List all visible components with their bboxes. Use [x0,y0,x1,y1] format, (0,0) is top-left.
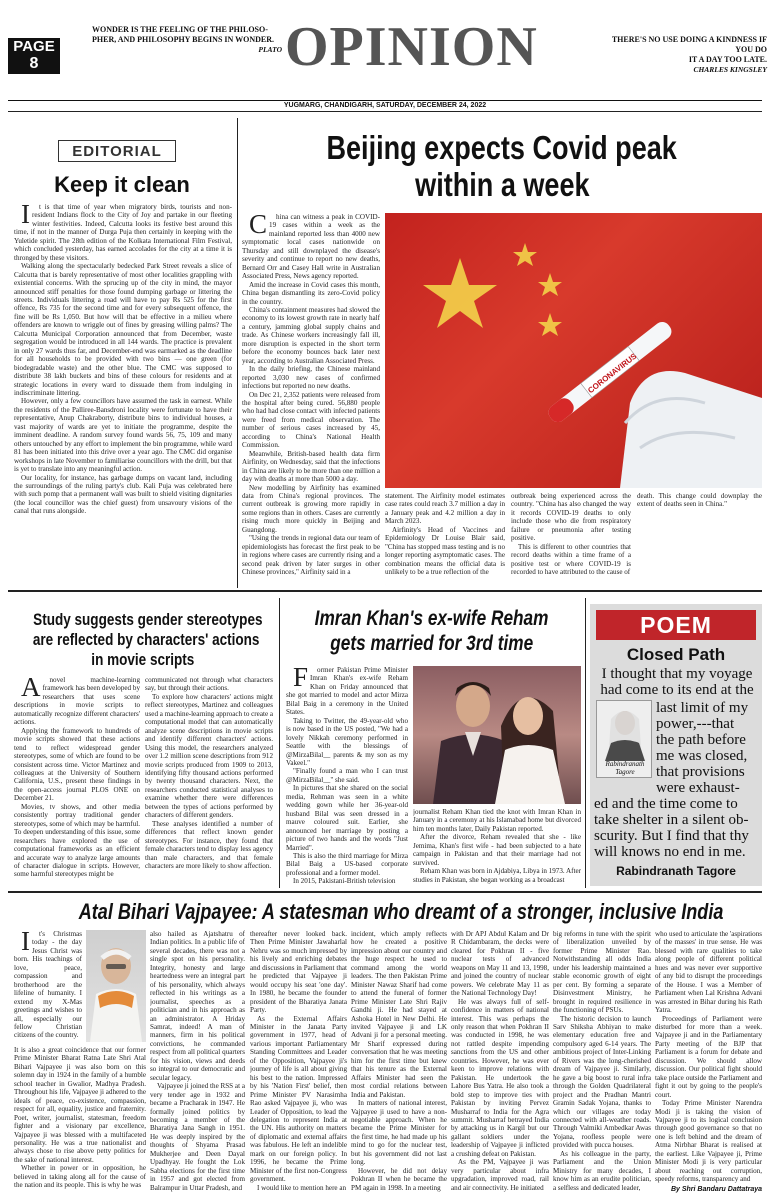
quote-left-line-1: WONDER IS THE FEELING OF THE PHILOSO- [92,25,268,34]
quote-left [92,25,282,55]
imran-headline-line-1: Imran Khan's ex-wife Reham [315,607,549,630]
editorial-label [58,140,176,162]
quote-right-line-1: THERE'S NO USE DOING A KINDNESS IF YOU DO [611,35,767,54]
vajpayee-paragraph: As the External Affairs Minister in the Janata Party government in 1977, head of various important Parliamentary Standing Committees and Leader of the Opposition, Vajpayee ji's journey of life is all about giving his best to the nation. Impressed by his 'Nation First' belief, then Prime Minister PV Narasimha Rao asked Vajpayee ji, who was Leader of Opposition, to lead the delegation to represent India at the UN. His authority on matters of diplomatic and external affairs was fabulous. He left an indelible mark on our foreign policy. In 1996, he became the Prime Minister of the first non-Congress government. [250,1014,347,1184]
covid-paragraph: In the daily briefing, the Chinese mainland reported 3,030 new cases of confirmed infections but reported no new deaths. [242,365,380,391]
gender-body-col-2 [145,676,273,884]
poem-title: Closed Path [626,645,726,664]
imran-paragraph: In pictures that she shared on the social media, Rehman was seen in a white wedding gown while her 36-year-old husband Bilal was seen dressed in a mauve coloured suit. Earlier, she announced her marriage by posting a picture of two hands and the words "Just Married". [286,784,408,852]
vajpayee-headline [8,899,762,925]
quote-right-line-2: IT A DAY TOO LATE. [688,55,767,64]
vajpayee-body-col-1-bottom [14,1046,146,1194]
poem-lines-bottom [594,796,760,860]
vajpayee-paragraph-cont: with Dr APJ Abdul Kalam and Dr R Chidambaram, the decks were cleared for Pokhran II - five nuclear tests of advanced weapons on May 11 and 13, 1998, and joined the country of nuclear powers. We celebrate May 11 as the National Technology Day! [451,930,549,998]
imran-paragraph: This is also the third marriage for Mirza Bilal Baig a US-based corporate professional and a former model. [286,851,408,877]
covid-headline [242,129,762,203]
poem-line: had come to its end at the [600,682,754,698]
gender-paragraph-cont: communicated not through what characters say, but through their actions. [145,676,273,693]
imran-paragraph-cont: journalist Reham Khan tied the knot with Imran Khan in January in a ceremony at his Islamabad home but divorced him ten months later, Daily Pakistan reported. [413,808,581,833]
editorial-divider [237,118,238,588]
editorial-body [14,203,232,583]
gender-divider [279,598,280,888]
vajpayee-paragraph: Today Prime Minister Narendra Modi ji is taking the vision of Vajpayee ji to its logical conclusion through good governance so that no one is left behind and the dream of Atma Nirbhar Bharat is realised at the earliest. Like Vajpayee ji, Prime Minister Modi ji is very particular about reaching out corruption, speedy reforms, transparency and [655,1099,762,1184]
vajpayee-body-col-5 [451,930,549,1194]
vajpayee-paragraph-cont: big reforms in tune with the spirit of liberalization unveiled by former Prime Minister Rao. Notwithstanding all odds India under his leadership maintained a stable economic growth of eight per cent. By forming a separate Disinvestment Ministry, he brought in required resilience in the functioning of PSUs. [553,930,651,1015]
editorial-paragraph: However, only a few councillors have assumed the task in earnest. While the residents of the Palliree-Bansdroni locality were fortunate to have their representative, Anup Chakraborty, distribute bins to individual houses, a vast majority of wards are yet to initiate the programme, despite the imminent deadline. A random survey found wards 56, 75, 109 and many others untouched by any effort to implement the bin programme, while ward 81 has been initiated into this drive over a year ago. The CMC did organise workshops in late November to familiarise councillors with the drill, but that is yet to translate into any meaningful action. [14,397,232,474]
gender-paragraph: Anovel machine-learning framework has been developed by researchers that uses scene descriptions in movie scripts to automatically recognize different characters' actions. [14,676,140,727]
poem-lines-side [656,700,760,796]
poem-box [590,604,762,886]
quote-right [595,35,767,75]
covid-paragraph: New modelling by Airfinity has examined data from China's regional provinces. The current outbreak is growing more rapidly in some regions than in others. Cases are currently rising much more quickly in Beijing and Guangdong. [242,483,380,534]
gender-paragraph: These analyses identified a number of differences that reflect known gender stereotypes. For instance, they found that female characters tend to display less agency than male characters, and that female characters are more likely to show affection. [145,819,273,870]
poem-line: last limit of my [656,700,749,716]
vajpayee-paragraph: I would like to mention here an [257,1183,347,1192]
poem-line: that provisions [656,764,745,780]
poem-line: me was closed, [656,748,748,764]
covid-paragraph-cont: outbreak being experienced across the country. "China has also changed the way it records COVID-19 deaths to only include those who die from respiratory failure or pneumonia after testing positive. [511,492,631,543]
imran-headline [282,606,582,656]
covid-paragraph: China's containment measures had slowed the economy to its lowest growth rate in nearly half a century, jamming global supply chains and trade. As Chinese workers increasingly fall ill, more disruption is expected in the short term before the economy bounces back later next year, according to Australian Associated Press. [242,305,380,365]
poem-author: Rabindranath Tagore [616,864,736,878]
poem-label [596,610,756,640]
covid-paragraph: This is different to other countries that record deaths within a time frame of a positive test or where COVID-19 is recorded to have attributed to the cause of [511,542,631,577]
vajpayee-paragraph: In matters of national interest, Vajpayee ji used to have a non-negotiable approach. When he became the Prime Minister for the first time, he had made up his mind to go for the nuclear test, but his government did not last long. [351,1099,447,1167]
imran-body-col-2 [413,808,581,888]
vajpayee-paragraph: Whether in power or in opposition, he believed in taking along all for the cause of the nation and its people. This is why he was [14,1164,146,1190]
vajpayee-paragraph-cont: also hailed as Ajatshatru of Indian politics. In a public life of several decades, there was not a single spot on his personality. Integrity, honesty and large heartedness were an integral part of his personality, which always reflected in his writings as a journalist, speeches as a politician and in his approach as an administrator. A Hriday Samrat, indeed! A man of manners, firm in his political convictions, he commanded respect from all political quarters for his vision, views and deeds so integral to our democratic and secular legacy. [150,930,245,1082]
vajpayee-body-col-4 [351,930,447,1194]
page-number: 8 [29,55,39,72]
poet-portrait-svg [597,701,652,761]
gender-headline [8,610,278,670]
covid-body-col-4 [637,492,762,583]
masthead [0,0,770,108]
poem-line: take shelter in a silent ob- [594,812,749,828]
woman-figure-icon [495,697,565,804]
imran-headline-line-2: gets married for 3rd time [330,632,534,655]
vajpayee-paragraph: Vajpayee ji joined the RSS at a very tender age in 1932 and became a Pracharak in 1947. He formally joined politics by becoming a member of the Bharatiya Jana Sangh in 1951. He was deeply inspired by the thoughts of Shyama Prasad Mukherjee and Deen Dayal Upadhyay. He fought the Lok Sabha elections for the first time in 1957 and got elected from Balrampur in Uttar Pradesh, and [150,1082,245,1192]
vajpayee-paragraph: As the PM, Vajpayee ji was very particular about infra upgradation, improved road, rail and air connectivity. He initiated [451,1158,549,1192]
gender-headline-line-1: Study suggests gender stereotypes [33,611,263,629]
gender-paragraph: To explore how characters' actions might reflect stereotypes, Martinez and colleagues used a machine-learning approach to create a computational model that can automatically analyze scene descriptions in movie scripts and identify different characters' actions. Using this model, the researchers analyzed over 1.2 million scene descriptions from 912 movie scripts produced from 1909 to 2013, identifying fifty thousand actions performed by twenty thousand characters. Next, the researchers conducted statistical analyses to examine whether there were differences between the types of actions performed by characters of different genders. [145,692,273,820]
vajpayee-paragraph: However, he did not delay Pokhran II when he became the PM again in 1998. In a meeting [351,1166,447,1192]
imran-body-col-1 [286,666,408,888]
covid-headline-line-2: within a week [414,166,590,203]
section-divider-1 [8,590,762,592]
gender-paragraph: Applying the framework to hundreds of movie scripts showed that these actions tend to reflect widespread gender stereotypes, some of which are found to be consistent across time. Victor Martinez and colleagues at the University of Southern California, U.S., present these findings in the open-access journal PLOS ONE on December 21. [14,726,140,803]
covid-body-col-1 [242,213,380,583]
poem-lines-top [594,666,760,698]
imran-paragraph: In 2015, Pakistani-British television [293,877,396,886]
covid-photo [385,213,762,488]
imran-paragraph: After the divorce, Reham revealed that she - like Jemima, Khan's first wife - had been subjected to a hate campaign in Pakistan and that their marriage had not survived. [413,833,581,867]
vajpayee-byline: By Shri Bandaru Dattatraya [670,1186,762,1193]
vajpayee-paragraph: It's Christmas today - the day Jesus Christ was born. His teachings of love, peace, compassion and brotherhood are the lifeline of humanity. I extend my X-Mas greetings and wishes to all, especially our fellow Christian citizens of the country. [14,930,82,1040]
covid-paragraph: Airfinity's Head of Vaccines and Epidemiology Dr Louise Blair said, "China has stopped mass testing and is no longer reporting asymptomatic cases. The combination means the official data is unlikely to be a true reflection of the [385,525,505,577]
dateline-underline [8,111,762,112]
covid-paragraph-cont: statement. The Airfinity model estimates case rates could reach 3.7 million a day in a January peak and 4.2 million a day in March 2023. [385,492,505,526]
imran-paragraph: Taking to Twitter, the 49-year-old who is now based in the US posted, "We had a lovely Nikkah ceremony performed in Seattle with the blessings of @MirzaBilal__ parents & my son as my Vakeel." [286,716,408,767]
dateline-bar [8,100,762,110]
section-divider-2 [8,891,762,893]
covid-paragraph: On Dec 21, 2,352 patients were released from the hospital after being cured. 56,880 people who had had close contact with infected patients were freed from medical observation. The number of serious cases increased by 45, according to China's National Health Commission. [242,390,380,450]
vajpayee-paragraph: Proceedings of Parliament were disturbed for more than a week. Vajpayee ji and in the Parliamentary Party meeting of the BJP that Parliament is a forum for debate and discussion. We should allow discussion. Our political fight should take place outside the Parliament and fight it out by going to the people's court. [655,1014,762,1099]
quote-left-line-2: PHER, AND PHILOSOPHY BEGINS IN WONDER. [92,35,275,44]
quote-left-author: PLATO [258,45,282,54]
imran-divider [585,598,586,888]
vajpayee-paragraph-cont: thereafter never looked back. Then Prime Minister Jawaharlal Nehru was so much impressed by his lively and enriching debates and discussions in Parliament that he predicted that Vajpayee ji would occupy his seat 'one day'. In 1980, he became the founder president of the Bharatiya Janata Party. [250,930,347,1015]
gender-body-col-1 [14,676,140,884]
vajpayee-paragraph-cont: incident, which amply reflects how he created a positive impression about our country and the huge respect he used to command among the world leaders. The then Pakistan Prime Minister Nawaz Sharif had come to attend the funeral of former Prime Minister Late Shri Rajiv Gandhi ji. He had stayed at Ashoka Hotel in New Delhi. He invited Vajpayee ji and LK Advani ji for a personal meeting. Mr Sharif expressed during conversation that he was meeting him for the first time but knew that his tenure as the External Affairs Minister had seen the most cordial relations between India and Pakistan. [351,930,447,1099]
vajpayee-body-col-7 [655,930,762,1184]
poet-caption-2: Tagore [615,768,635,776]
covid-paragraph: Meanwhile, British-based health data firm Airfinity, on Wednesday, said that the infections in China are likely to be more than one million a day with deaths at more than 5000 a day. [242,449,380,484]
poem-line: the path before [656,732,746,748]
covid-paragraph-cont: death. This change could downplay the extent of deaths seen in China." [637,492,762,509]
vajpayee-paragraph-cont: It is also a great coincidence that our former Prime Minister Bharat Ratna Late Shri Atal Bihari Vajpayee ji was also born on this solemn day in 1924 in the family of a humble school teacher in Gwalior, Madhya Pradesh. Throughout his life, Vajpayee ji adhered to the ideals of peace, co-existence, compassion, respect for all, equality, justice and fraternity. Poet, writer, journalist, statesman, freedom fighter and a visionary par excellence, Vajpayee ji was blessed with a multifaceted personality. He was a true nationalist and always chose to rise above petty politics for the sake of national interest. [14,1046,146,1164]
covid-photo-svg [385,213,762,488]
covid-image-text: CORONAVIRUS [586,351,639,396]
editorial-label-text: EDITORIAL [72,143,162,160]
imran-paragraph: Reham Khan was born in Ajdabiya, Libya in 1973. After studies in Pakistan, she began working as a broadcast [413,867,581,884]
quote-right-author: CHARLES KINGSLEY [693,65,767,74]
editorial-headline: Keep it clean [54,172,190,197]
gender-headline-line-2: are reflected by characters' actions [32,631,260,649]
poet-caption-1: Rabindranath [605,760,645,768]
poem-line: I thought that my voyage [601,666,753,682]
imran-paragraph: Former Pakistan Prime Minister Imran Khan's ex-wife Reham Khan on Friday announced that she got married to model and actor Mirza Bilal Baig in a ceremony in the United States. [286,666,408,717]
editorial-paragraph: Walking along the spectacularly bedecked Park Street reveals a slice of Calcutta that is barely representative of most other localities grappling with existential concerns. With the sprucing up of the city in mind, the mayor announced stiff penalties for those found dumping garbage or littering the streets. Individuals littering a road will have to pay Rs 525 for the first offence, Rs 735 for the second time and for every subsequent offence, the fine will be Rs 1,050. But how will that be effective in a milieu where offenders are known to wriggle out of fines by greasing willing palms? The Calcutta Municipal Corporation announced that from December, waste segregation would be introduced in all 144 wards. The practice is prevalent in only 27 wards thus far, and December-end was earmarked as the deadline for all households to be provided with two bins — one green (for biodegradable waste) and the other blue. The CMC was supposed to distribute 38 lakh buckets and bins of these colours for residents and at strategic locations in every ward to dissuade them from indulging in indiscriminate littering. [14,262,232,397]
vajpayee-body-col-1-top [14,930,82,1042]
vajpayee-body-col-6 [553,930,651,1194]
poet-portrait [596,700,652,778]
vajpayee-photo [86,930,146,1042]
page-label: PAGE [13,38,55,55]
poem-line: power,---that [656,716,735,732]
vajpayee-paragraph-cont: who used to articulate the 'aspirations of the masses' in true sense. He was blessed with rare qualities to take along people of different political hues and was never ever supportive of any bid to disrupt the proceedings of the House. I was a Member of Parliament when Lal Krishna Advani was arrested in Bihar during his Rath Yatra. [655,930,762,1015]
vajpayee-portrait-svg [86,930,146,1042]
dateline: YUGMARG, CHANDIGARH, SATURDAY, DECEMBER 24, 2022 [283,102,487,109]
covid-paragraph: "Using the trends in regional data our team of epidemiologists has forecast the first peak to be in regions where cases are currently rising and a second peak driven by later surges in other Chinese provinces," Airfinity said in a [242,534,380,577]
imran-photo [413,666,581,804]
poem-line: scurity. But I find that thy [594,828,749,844]
poem-line: were exhaust- [656,780,740,796]
poem-line: will knows no end in me. [594,844,746,860]
page-badge [8,38,60,74]
covid-paragraph: Amid the increase in Covid cases this month, China began dismantling its zero-Covid policy in the country. [242,280,380,306]
editorial-paragraph: Our locality, for instance, has garbage dumps on vacant land, including the surroundings of the ruling party's club. Kali Puja was celebrated here with such pomp that a permanent wall was built to shield visiting dignitaries (the local councillor was the chief guest) from unsavoury visions of the canal that runs alongside. [14,473,232,516]
covid-paragraph: China can witness a peak in COVID-19 cases within a week as the mainland reported less than 4000 new symptomatic local cases nationwide on Thursday and still downplayed the disease's severity and continue to report no new deaths, Bernard Orr and Casey Hall write in Australian Associated Press, News agency reported. [242,213,380,281]
vajpayee-paragraph: He was always full of self-confidence in matters of national interest. This was perhaps the only reason that when Pokhran II was conducted in 1998, he was not rattled despite impending sanctions from the US and other countries. However, he was ever keen to improve relations with Pakistan. He undertook the Lahore Bus Yatra. He also took a bold step to improve ties with Pakistan by inviting Pervez Musharraf to India for the Agra summit. Musharraf betrayed India by attacking us in Kargil but our gallant soldiers under the leadership of Vajpayee ji inflicted a crushing defeat on Pakistan. [451,997,549,1158]
vajpayee-body-col-2 [150,930,245,1194]
poem-line: ed and the time come to [594,796,738,812]
vajpayee-headline-text: Atal Bihari Vajpayee: A statesman who dreamt of a stronger, inclusive India [78,899,724,924]
imran-paragraph: "Finally found a man who I can trust @MirzaBilal__" she said. [286,767,408,784]
hand-glove-icon [620,371,762,488]
section-title: OPINION [285,16,538,78]
couple-photo-svg [413,666,581,804]
vajpayee-body-col-3 [250,930,347,1194]
gender-headline-line-3: in movie scripts [91,651,195,669]
covid-headline-line-1: Beijing expects Covid peak [326,129,678,166]
gender-paragraph: Movies, tv shows, and other media consistently portray traditional gender stereotypes, some of which may be harmful. To deepen understanding of this issue, some researchers have explored the use of computational frameworks as an efficient and accurate way to analyze large amounts of character dialogue in scripts. However, some harmful stereotypes might be [14,802,140,879]
covid-body-col-2 [385,492,505,583]
vajpayee-paragraph: As his colleague in the party, Parliament and the Union Ministry for many decades, I know him as an erudite politician, a selfless and dedicated leader, [553,1149,651,1192]
flag-star-icon [423,243,562,336]
editorial-paragraph: It is that time of year when migratory birds, tourists and non-resident Indians flock to the City of Joy and partake in our fleeting winter festivities. Indeed, Calcutta looks its festive best around this time, if not in the manner of Durga Puja then certainly in keeping with the Yuletide spirit. The 28th edition of the Kolkata International Film Festival, which concluded yesterday, has earned accolades for the city at a time it is thronged by these visitors. [14,203,232,262]
covid-body-col-3 [511,492,631,583]
poem-label-text: POEM [640,612,712,638]
vajpayee-paragraph: The historic decision to launch Sarv Shiksha Abhiyan to make elementary education free and compulsory aged 6-14 years. The ambitious project of Inter-Linking of Rivers was the long-cherished dream of Vajpayee ji. Similarly, he gave a big boost to rural infra through the Golden Quadrilateral project and the Pradhan Mantri Gramin Sadak Yojana, thanks to which our villages are today connected with all-weather roads. Through Valmiki Ambedkar Awas Yojana, roofless people were provided with pucca houses. [553,1014,651,1150]
